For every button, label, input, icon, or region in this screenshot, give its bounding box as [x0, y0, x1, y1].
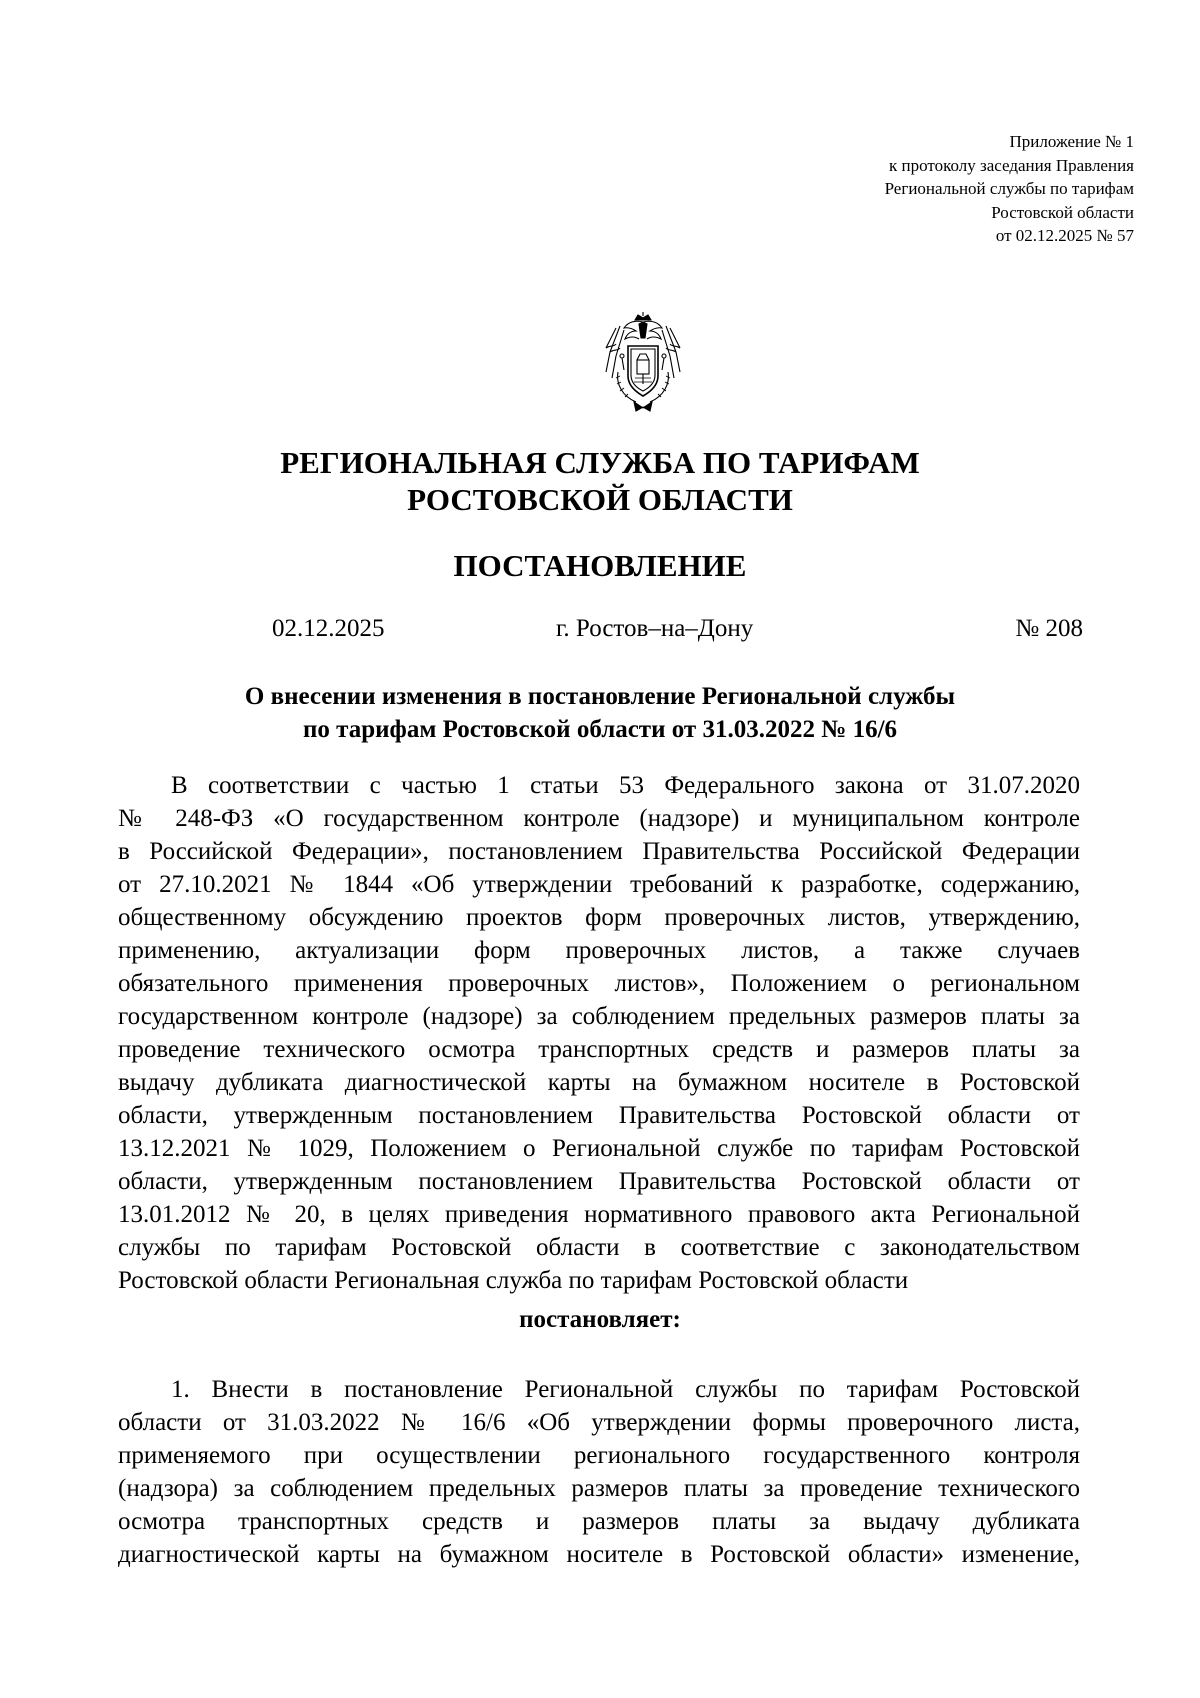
annex-line: Ростовской области [991, 202, 1134, 222]
item-1-paragraph [118, 1373, 1080, 1571]
annex-line: Региональной службы по тарифам [884, 179, 1134, 198]
paragraph-line: общественному обсуждению проектов форм проверочных листов, утверждению, [118, 904, 1080, 931]
paragraph-line: (надзора) за соблюдением предельных размеров платы за проведение технического [118, 1475, 1080, 1502]
paragraph-line: диагностической карты на бумажном носителе в Ростовской области» изменение, [118, 1541, 1080, 1568]
document-date: 02.12.2025 [272, 615, 385, 642]
paragraph-line: обязательного применения проверочных листов», Положением о региональном [118, 970, 1080, 997]
paragraph-line: области, утвержденным постановлением Правительства Ростовской области от [118, 1168, 1080, 1195]
paragraph-line: области от 31.03.2022 № 16/6 «Об утверждении формы проверочного листа, [118, 1409, 1080, 1436]
subject-heading-line: О внесении изменения в постановление Региональной службы [244, 683, 956, 710]
decree-word: постановляет: [519, 1306, 681, 1333]
annex-line: от 02.12.2025 № 57 [995, 226, 1134, 245]
paragraph-line: службы по тарифам Ростовской области в соответствие с законодательством [118, 1234, 1080, 1261]
paragraph-line: применяемого при осуществлении регионального государственного контроля [118, 1442, 1080, 1469]
annex-block [714, 130, 1134, 248]
document-number: № 208 [1015, 615, 1083, 642]
rostov-oblast-coat-of-arms-icon [602, 312, 684, 414]
paragraph-line: государственном контроле (надзоре) за соблюдением предельных размеров платы за [118, 1003, 1080, 1030]
paragraph-line: применению, актуализации форм проверочных листов, а также случаев [118, 937, 1080, 964]
paragraph-line: в Российской Федерации», постановлением Правительства Российской Федерации [118, 838, 1080, 865]
paragraph-line: 13.01.2012 № 20, в целях приведения нормативного правового акта Региональной [118, 1201, 1080, 1228]
annex-line: к протоколу заседания Правления [889, 155, 1134, 175]
paragraph-line: Ростовской области Региональная служба по тарифам Ростовской области [118, 1267, 909, 1294]
document-type-title: ПОСТАНОВЛЕНИЕ [453, 548, 747, 583]
paragraph-line: области, утвержденным постановлением Правительства Ростовской области от [118, 1102, 1080, 1129]
paragraph-line: 13.12.2021 № 1029, Положением о Региональной службе по тарифам Ростовской [118, 1135, 1080, 1162]
agency-name-line: РОСТОВСКОЙ ОБЛАСТИ [407, 482, 793, 517]
paragraph-line: № 248-ФЗ «О государственном контроле (надзоре) и муниципальном контроле [118, 805, 1080, 832]
preamble-paragraph [118, 769, 1080, 1297]
paragraph-line: выдачу дубликата диагностической карты на бумажном носителе в Ростовской [118, 1069, 1080, 1096]
agency-name-line: РЕГИОНАЛЬНАЯ СЛУЖБА ПО ТАРИФАМ [280, 445, 920, 480]
paragraph-line: В соответствии с частью 1 статьи 53 Федерального закона от 31.07.2020 [171, 772, 1080, 799]
paragraph-line: осмотра транспортных средств и размеров платы за выдачу дубликата [118, 1508, 1080, 1535]
paragraph-line: проведение технического осмотра транспортных средств и размеров платы за [118, 1036, 1080, 1063]
paragraph-line: от 27.10.2021 № 1844 «Об утверждении требований к разработке, содержанию, [118, 871, 1080, 898]
document-city: г. Ростов–на–Дону [556, 615, 754, 642]
annex-line: Приложение № 1 [1009, 132, 1134, 151]
subject-heading-line: по тарифам Ростовской области от 31.03.2022 № 16/6 [302, 716, 898, 743]
paragraph-line: 1. Внести в постановление Региональной службы по тарифам Ростовской [171, 1376, 1080, 1403]
